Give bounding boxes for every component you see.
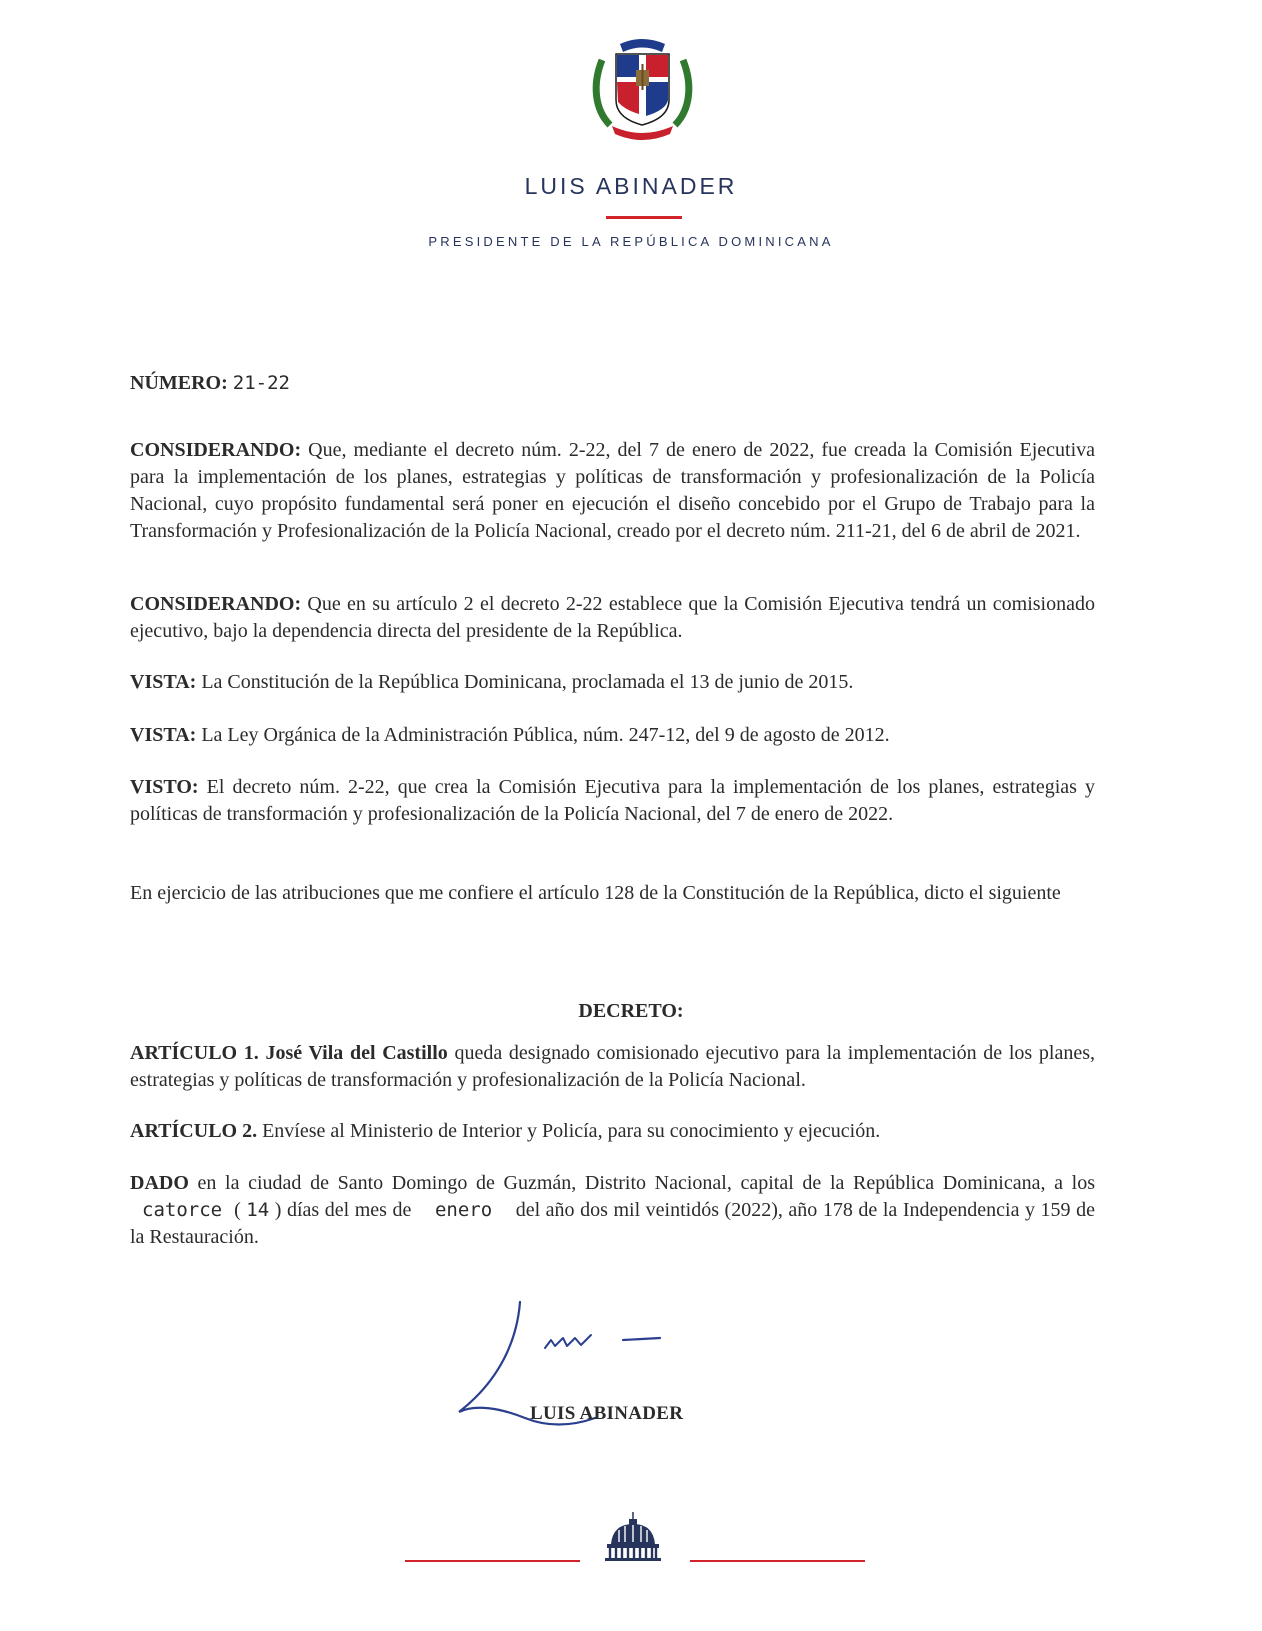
dado-label: DADO: [130, 1172, 189, 1194]
articulo-1: [130, 1040, 1095, 1094]
vista-1-label: VISTA:: [130, 671, 197, 693]
vista-2-text: La Ley Orgánica de la Administración Pública, núm. 247-12, del 9 de agosto de 2012.: [196, 724, 890, 746]
considerando-2-label: CONSIDERANDO:: [130, 593, 302, 615]
numero-value: 21-22: [232, 372, 290, 394]
numero-label: NÚMERO:: [130, 372, 228, 394]
national-palace-dome-icon: [601, 1510, 665, 1562]
vista-1-text: La Constitución de la República Dominicana, proclamada el 13 de junio de 2015.: [196, 671, 854, 693]
footer-rule-left: [405, 1560, 580, 1562]
ejercicio-text: En ejercicio de las atribuciones que me confiere el artículo 128 de la Constitución de la República, dicto el siguiente: [130, 882, 1061, 904]
considerando-2-text: Que en su artículo 2 el decreto 2-22 establece que la Comisión Ejecutiva tendrá un comisionado ejecutivo, bajo la dependencia directa del presidente de la República.: [130, 593, 1095, 642]
header-divider: [606, 216, 682, 219]
ejercicio: [130, 880, 1095, 907]
visto-text: El decreto núm. 2-22, que crea la Comisión Ejecutiva para la implementación de los planes, estrategias y políticas de transformación y profesionalización de la Policía Nacional, del 7 de enero de 2022.: [130, 776, 1095, 825]
visto: [130, 774, 1095, 828]
month: enero: [434, 1199, 493, 1221]
president-name: LUIS ABINADER: [524, 173, 738, 199]
decreto-heading: DECRETO:: [578, 1000, 684, 1022]
articulo-1-text: queda designado comisionado ejecutivo para la implementación de los planes, estrategias y políticas de transformación y profesionalización de la Policía Nacional.: [130, 1042, 1095, 1091]
visto-label: VISTO:: [130, 776, 199, 798]
dado-text-1: en la ciudad de Santo Domingo de Guzmán, Distrito Nacional, capital de la República Dominicana, a los: [188, 1172, 1095, 1194]
dado: DADO en la ciudad de Santo Domingo de Guzmán, Distrito Nacional, capital de la República Dominicana, a los catorce ( 14 ) días del mes de enero del año dos mil veintidós (2022), año 178 de la Independencia y 159 de la Restauración.: [130, 1172, 1095, 1248]
vista-1: [130, 669, 1095, 696]
coat-of-arms-icon: [590, 30, 695, 140]
considerando-1: [130, 437, 1095, 545]
dado-text-3: del año dos mil veintidós (2022), año 178 de la Independencia y 159 de la Restauración.: [130, 1199, 1095, 1248]
considerando-1-text: Que, mediante el decreto núm. 2-22, del 7 de enero de 2022, fue creada la Comisión Ejecutiva para la implementación de los planes, estrategias y políticas de transformación y profesionalización de la Policía Nacional, cuyo propósito fundamental será poner en ejecución el diseño concebido por el Grupo de Trabajo para la Transformación y Profesionalización de la Policía Nacional, creado por el decreto núm. 211-21, del 6 de abril de 2021.: [130, 439, 1095, 542]
articulo-1-label: ARTÍCULO 1.: [130, 1042, 259, 1064]
articulo-1-name: José Vila del Castillo: [258, 1042, 448, 1064]
president-title: PRESIDENTE DE LA REPÚBLICA DOMINICANA: [428, 234, 834, 249]
articulo-2-label: ARTÍCULO 2.: [130, 1120, 258, 1142]
footer-rule-right: [690, 1560, 865, 1562]
articulo-2-text: Envíese al Ministerio de Interior y Policía, para su conocimiento y ejecución.: [257, 1120, 881, 1142]
signatory-name: LUIS ABINADER: [530, 1403, 684, 1424]
day-number: 14: [246, 1199, 270, 1221]
decree-number: [130, 372, 290, 395]
dado-text-2: días del mes de: [281, 1199, 417, 1221]
considerando-1-label: CONSIDERANDO:: [130, 439, 302, 461]
vista-2: [130, 722, 1095, 749]
articulo-2: [130, 1118, 1095, 1145]
day-words: catorce: [142, 1199, 223, 1221]
considerando-2: [130, 591, 1095, 645]
vista-2-label: VISTA:: [130, 724, 197, 746]
